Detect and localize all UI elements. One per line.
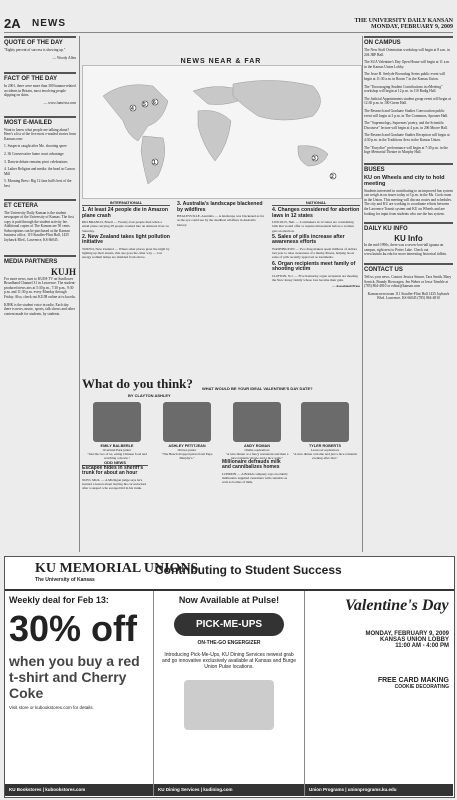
most-emailed-item[interactable]: 3. Darwin debate remains pivot celebrations bbox=[4, 159, 68, 164]
on-campus-title: ON CAMPUS bbox=[364, 36, 453, 46]
story-body: RIO BRANCO, Brazil — Twenty-four people died when a small plane carrying 28 people crashed into an Amazon river on Saturday. bbox=[82, 220, 169, 233]
person-card bbox=[154, 402, 220, 460]
daily-ku-info-title: DAILY KU INFO bbox=[364, 222, 453, 232]
bookstore-footer[interactable]: KU Bookstores | kubookstores.com bbox=[5, 784, 153, 796]
on-campus-item: The Judicial Appointments student group event will begin at 12:30 p.m. in 100 Green Hall. bbox=[364, 96, 451, 106]
person-card bbox=[84, 402, 150, 460]
fact-source: — www.funtrivia.com bbox=[43, 100, 76, 105]
union-programs-panel bbox=[305, 591, 453, 796]
person-card bbox=[224, 402, 290, 460]
etcetera-title: ET CETERA bbox=[4, 199, 76, 209]
story-headline: 5. Sales of pills increase after awareness efforts bbox=[272, 233, 345, 246]
pulse-text: Introducing Pick-Me-Ups, KU Dining Services newest grab and go innovative exclusively available at Kansas and Burge Union Pulse locations. bbox=[162, 652, 296, 670]
person-name: TYLER ROBERTS bbox=[308, 444, 342, 448]
etcetera-text: The University Daily Kansan is the student newspaper of the University of Kansas. The first copy is paid through the student activity fee. Additional copies of The Kansan are 50 cents. Subscriptions can be purchased at the Kansan business office, 119 Stauffer-Flint Hall, 1435 Jayhawk Blvd., Lawrence, KS 66045. bbox=[4, 210, 74, 243]
free-card-making: FREE CARD MAKING bbox=[377, 677, 449, 684]
masthead-title: THE UNIVERSITY DAILY KANSAN bbox=[354, 18, 453, 24]
person-answer: "The Beach dropped pizza from Papa Murphy's." bbox=[161, 452, 213, 460]
story-column-3 bbox=[272, 200, 360, 290]
map-marker-6: 6 bbox=[153, 100, 156, 106]
map-marker-3: 3 bbox=[313, 156, 316, 162]
story-body: CLIFTON, N.J. — Five Kentucky organ recipients are meeting the New Jersey family whose loss became their gain. bbox=[272, 273, 358, 282]
column-rule bbox=[79, 36, 80, 552]
pick-me-ups-sub: ON-THE-GO ENGERGIZER bbox=[197, 640, 261, 646]
story-body: HEALESVILLE, Australia — A landscape was blackened as far as the eye could see by the deadliest wildfires in Australia history. bbox=[177, 214, 265, 227]
person-answer: "Just the two of us, eating Chinese food and watching a movie." bbox=[87, 452, 147, 460]
bookstore-panel bbox=[5, 591, 154, 796]
story-body: WASHINGTON — Two drug makers spent millions of dollars last year to raise awareness of a murky illness, helping boost sales of pills recently approved as treatments. bbox=[272, 246, 357, 260]
buses-headline: KU on Wheels and city to hold meeting bbox=[364, 174, 445, 187]
masthead bbox=[354, 18, 453, 30]
person-hometown: Overland Park junior bbox=[102, 448, 132, 452]
odd-body: NOVI, Mich. — A Michigan judge says he's learned a lesson about leaving his car unlocked after a suspect who escaped hid in his trunk. bbox=[82, 477, 146, 491]
most-emailed-item[interactable]: 4. Lather Religion and media: the bead in Carson Mill bbox=[4, 167, 75, 176]
page-header bbox=[4, 18, 453, 33]
buses-title: BUSES bbox=[364, 163, 453, 173]
most-emailed-item[interactable]: 1. Suspects caught after Mo. shooting spree bbox=[4, 144, 67, 149]
story-credit: — Associated Press bbox=[331, 284, 360, 289]
event-date: MONDAY, FEBRUARY 9, 2009 bbox=[365, 631, 449, 637]
cookie-decorating: COOKIE DECORATING bbox=[394, 684, 449, 690]
dining-panel bbox=[154, 591, 305, 796]
odd-headline: Escapee hides in sheriff's trunk for about an hour bbox=[82, 465, 144, 477]
person-name: ANDY ROMAN bbox=[243, 444, 271, 448]
on-campus-item: The SUA Valentine's Day Open House will begin at 11 a.m. in the Kansas Union Lobby. bbox=[364, 60, 450, 69]
valentine-title: Valentine's Day bbox=[345, 597, 449, 614]
person-hometown: Ottawa junior bbox=[177, 448, 197, 452]
product-image bbox=[184, 680, 274, 730]
quote-text: "Eighty percent of success is showing up." bbox=[4, 48, 66, 52]
dining-footer[interactable]: KU Dining Services | kudining.com bbox=[154, 784, 304, 796]
person-answer: "A nice dinner at home and just a nice romantic evening after that." bbox=[292, 452, 358, 460]
on-campus-item: The Research and Graduate Studies Convocation public event will begin at 3 p.m. in The Commons, Spooner Hall. bbox=[364, 108, 449, 118]
map-marker-5: 5 bbox=[143, 102, 146, 108]
daily-ku-info-text: In the mid-1990s, there was a seven-foot-tall iguana on campus, right next to Potter Lake. Check out www.kuinfo.ku.edu for more interesting historical tidbits. bbox=[364, 243, 447, 257]
deal-note: Visit store or kubookstores.com for details. bbox=[9, 705, 94, 710]
news-stories bbox=[82, 200, 360, 372]
national-label: NATIONAL bbox=[272, 200, 360, 206]
contact-address: Kansan newsroom 111 Stauffer-Flint Hall 1435 Jayhawk Blvd. Lawrence, KS 66045 (785) 864-4810 bbox=[367, 291, 450, 301]
kjhk-text: KJHK is the student voice in radio. Each day there is news, music, sports, talk shows and other content made for students, by students. bbox=[4, 302, 75, 316]
odd-news-label: ODD NEWS bbox=[82, 460, 148, 466]
wyt-question: WHAT WOULD BE YOUR IDEAL VALENTINE'S DAY DATE? bbox=[202, 386, 313, 391]
right-column bbox=[364, 36, 453, 516]
world-map-graphic bbox=[83, 66, 361, 198]
event-place: KANSAS UNION LOBBY bbox=[379, 637, 449, 643]
section-title: NEWS bbox=[32, 18, 66, 29]
page-number: 2A bbox=[4, 16, 21, 31]
event-time: 11:00 AM - 4:00 PM bbox=[395, 643, 449, 649]
story-column-2 bbox=[177, 200, 265, 229]
news-near-far-title: NEWS NEAR & FAR bbox=[180, 58, 262, 65]
ad-header bbox=[5, 557, 454, 591]
story-headline: 2. New Zealand takes light pollution initiative bbox=[82, 233, 170, 246]
kujh-logo: KUJH bbox=[50, 266, 76, 277]
story-headline: 1. At least 24 people die in Amazon plane crash bbox=[82, 207, 169, 219]
map-marker-2: 2 bbox=[331, 174, 334, 180]
ku-memorial-unions-ad bbox=[4, 556, 455, 798]
avatar bbox=[301, 402, 349, 442]
international-label: INTERNATIONAL bbox=[82, 200, 170, 206]
fact-title: FACT OF THE DAY bbox=[4, 72, 76, 82]
avatar bbox=[233, 402, 281, 442]
pick-me-ups-logo: PICK-ME-UPS bbox=[174, 613, 284, 636]
on-campus-item: The "Encouraging Student Contributions in eMeeting" workshop will begin at 12 p.m. in 110 Budig Hall. bbox=[364, 84, 443, 94]
world-map bbox=[82, 65, 362, 199]
deal-percent: 30% off bbox=[9, 608, 138, 649]
contact-title: CONTACT US bbox=[364, 263, 453, 273]
map-marker-1: 1 bbox=[153, 160, 156, 166]
contact-text: Tell us your news. Contact Jessica Simser, Tara Smith, Mary Sorrick, Brandy Bierwagen, Jen Weber or Jesse Trimble at (785) 864-4810 or editor@kansan.com bbox=[364, 275, 452, 289]
pulse-title: Now Available at Pulse! bbox=[178, 595, 280, 605]
story-headline: 6. Organ recipients meet family of shooting victim bbox=[272, 260, 356, 273]
odd-news-column-3 bbox=[222, 460, 288, 484]
odd-headline: Millionaire defrauds milk and cannibalizes homes bbox=[222, 459, 281, 471]
map-marker-4: 4 bbox=[131, 106, 134, 112]
most-emailed-title: MOST E-MAILED bbox=[4, 116, 76, 126]
ad-brand-sub: The University of Kansas bbox=[35, 577, 95, 583]
quote-author: — Woody Allen bbox=[52, 55, 76, 60]
on-campus-item: The "Supremelogs, Supremes' poetry, and the Scientific Discourse" lecture will begin at 4 p.m. in 206 Moore Hall. bbox=[364, 121, 448, 130]
masthead-date: MONDAY, FEBRUARY 9, 2009 bbox=[371, 24, 453, 30]
wyt-byline: BY CLAYTON ASHLEY bbox=[128, 393, 171, 398]
odd-body: LONDON — A British company says an elderly millionaire supplied customers with cannabis as well as bottles of milk. bbox=[222, 471, 288, 485]
most-emailed-intro: Want to know what people are talking about? Here's a list of the five most e-mailed stories from Kansan.com: bbox=[4, 127, 77, 141]
buses-text: Students interested in contributing to an improved bus system can weigh in on issues today at 3 p.m. in the Ms. Cook room in the Union. This meeting will discuss routes and schedules. The city and KU are working to coordinate efforts between the Lawrence Transit system and KU on Wheels and are looking for input from students who use the bus system. bbox=[364, 188, 453, 216]
left-column bbox=[4, 36, 76, 516]
ad-slogan: Contributing to Student Success bbox=[155, 563, 342, 577]
deal-title: Weekly deal for Feb 13: bbox=[9, 595, 109, 605]
fact-text: In 2001, there were more than 300 banana-related accidents in Britain, most involving people slipping on skins. bbox=[4, 84, 76, 98]
union-programs-footer[interactable]: Union Programs | unionprograms.ku.edu bbox=[305, 784, 453, 796]
story-body: TOKYO, New Zealand — Where other places greet the night by lighting up their streets, this one goes the other way — low energy sodium lamps are shielded from above. bbox=[82, 246, 170, 260]
avatar bbox=[163, 402, 211, 442]
column-rule bbox=[362, 36, 363, 552]
story-body: LINCOLN, Neb. — Lawmakers in 12 states are considering bills that would offer or require ultrasounds before a woman gets an abortion. bbox=[272, 220, 354, 233]
story-headline: 3. Australia's landscape blackened by wildfires bbox=[177, 201, 263, 213]
on-campus-item: The "Eurydice" performance will begin at 7:30 p.m. in the Inge Memorial Theatre in Murphy Hall. bbox=[364, 145, 448, 155]
ku-info-logo: KU Info bbox=[394, 234, 423, 244]
story-column-1 bbox=[82, 200, 170, 262]
story-headline: 4. Changes considered for abortion laws in 12 states bbox=[272, 207, 360, 219]
quote-title: QUOTE OF THE DAY bbox=[4, 36, 76, 46]
avatar bbox=[93, 402, 141, 442]
most-emailed-item[interactable]: 5. Morning Brew: Big 12 fans ball's best of the best bbox=[4, 179, 72, 188]
person-name: EMILY BALBERLE bbox=[100, 444, 134, 448]
most-emailed-item[interactable]: 2. 36 Conservative home court advantage bbox=[4, 151, 64, 156]
person-card bbox=[292, 402, 358, 460]
media-title: MEDIA PARTNERS bbox=[4, 255, 76, 265]
odd-news-column-1 bbox=[82, 460, 148, 490]
ad-brand-name: KU MEMORIAL UNIONS bbox=[35, 561, 199, 576]
person-name: ASHLEY PETITJEAN bbox=[168, 444, 206, 448]
person-hometown: Olathe sophomore bbox=[244, 448, 270, 452]
on-campus-item: The New Staff Orientation workshop will begin at 8 a.m. in 204 JRP Hall. bbox=[364, 48, 450, 57]
person-hometown: Leawood sophomore bbox=[310, 448, 340, 452]
on-campus-item: The Jesse B. Seelyde Brownbag Series public event will begin at 11:30 a.m. in Room 7 in the Kansas Union. bbox=[364, 72, 445, 81]
wyt-title: What do you think? bbox=[82, 376, 193, 391]
person-answer: "A nice dinner at a fancy restaurant and then a nice romantic movie and a nice walk." bbox=[225, 452, 289, 460]
on-campus-item: The Research and Graduate Studies Reception will begin at 4:30 p.m. in the Traditions Area in the Kansas Union. bbox=[364, 133, 450, 142]
deal-text: when you buy a red t-shirt and Cherry Coke bbox=[9, 653, 140, 701]
media-text: For more news, turn to KUJH-TV on Sunflower Broadband Channel 31 in Lawrence. The student-produced news airs at 5:30 p.m., 7:30 p.m., 9:30 p.m. and 11:30 p.m. every Monday through Friday. Also, check out KUJH online at tv.ku.edu. bbox=[4, 276, 76, 300]
odd-news bbox=[82, 460, 360, 552]
